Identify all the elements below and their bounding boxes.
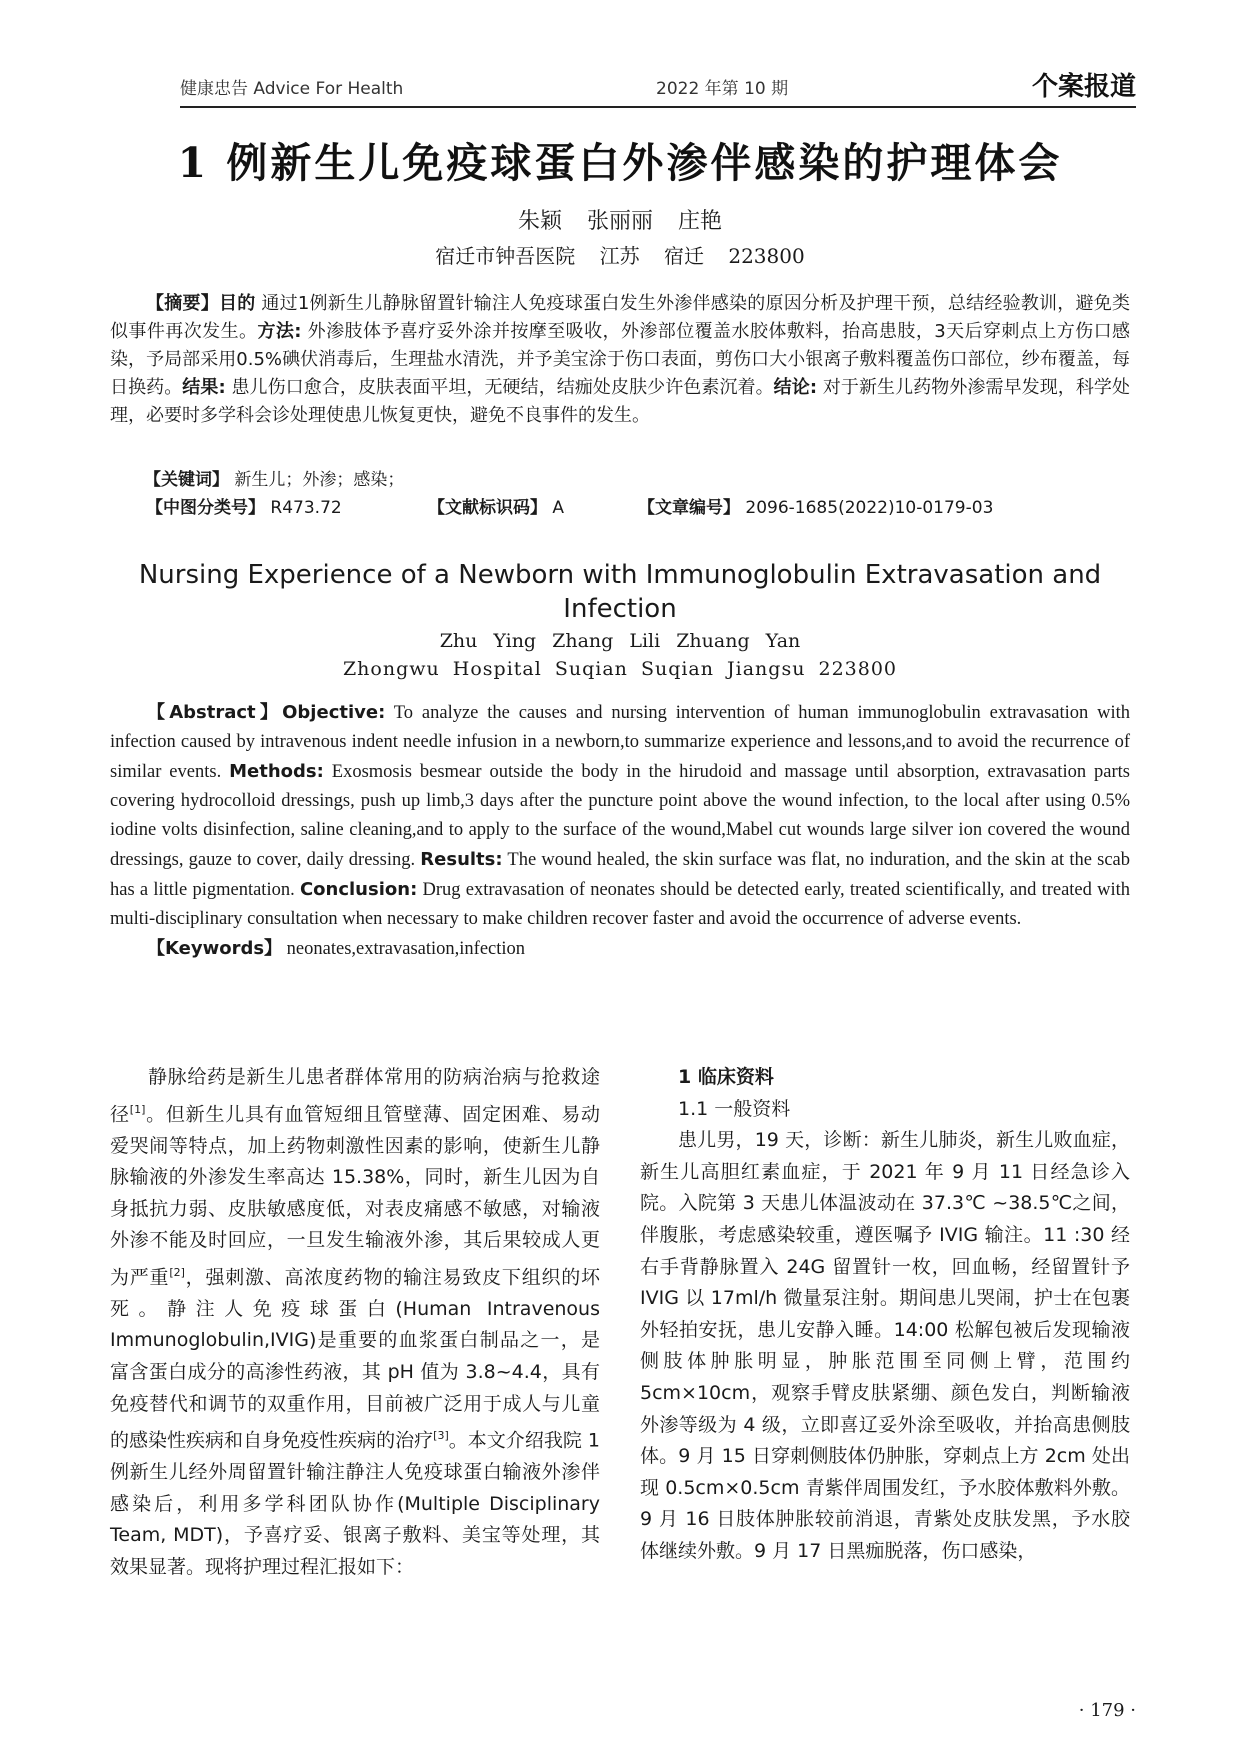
citation-1: [1] [129, 1102, 146, 1116]
section-heading-clinical: 1 临床资料 [678, 1066, 774, 1088]
classification-row [110, 494, 1130, 522]
abstract-en [110, 698, 1130, 964]
issue-label: 2022 年第 10 期 [656, 79, 789, 99]
abstract-cn [110, 290, 1130, 430]
authors-en: Zhu Ying Zhang Lili Zhuang Yan [439, 630, 801, 652]
doc-code-value: A [547, 498, 565, 518]
affiliation-cn: 宿迁市钟吾医院 江苏 宿迁 223800 [435, 244, 805, 268]
article-meta-cn [110, 466, 1130, 522]
objective-label-en: Objective: [282, 702, 386, 723]
results-label-cn: 结果: [182, 377, 226, 398]
citation-2: [2] [169, 1265, 185, 1279]
objective-text-cn: 通过1例新生儿静脉留置针输注人免疫球蛋白发生外渗伴感染的原因分析及护理干预，总结经验教训，避免类似事件再次发生。 [110, 293, 1131, 342]
keywords-cn-row [110, 466, 1130, 494]
intro-text-3: ，强刺激、高浓度药物的输注易致皮下组织的坏死。静注人免疫球蛋白(Human Intravenous Immunoglobulin,IVIG)是重要的血浆蛋白制品之一，是富含蛋白成分的高渗性药液，其 pH 值为 3.8~4.4，具有免疫替代和调节的双重作用，目前被广泛用于成人与儿童的感染性疾病和自身免疫性疾病的治疗 [110, 1266, 600, 1452]
clc-entry [146, 494, 342, 522]
results-text-en: The wound healed, the skin surface was flat, no induration, and the skin at the scab has a little pigmentation. [110, 850, 1130, 900]
methods-text-en: Exosmosis besmear outside the body in the hirudoid and massage until absorption, extravasation parts covering hydrocolloid dressings, push up limb,3 days after the puncture point above the wound infection, to the local after using 0.5% iodine volts disinfection, saline cleaning,and to apply to the surface of the wound,Mabel cut wounds large silver ion covered the wound dressings, gauze to cover, daily dressing. [110, 762, 1130, 870]
subsection-heading-general: 1.1 一般资料 [678, 1097, 791, 1120]
results-label-en: Results: [420, 849, 503, 870]
page-number: · 179 · [1078, 1700, 1136, 1721]
abstract-cn-label: 【摘要】 [146, 293, 219, 314]
affiliation-en: Zhongwu Hospital Suqian Suqian Jiangsu 223800 [342, 658, 898, 680]
doc-code-entry [428, 494, 564, 522]
abstract-cn-paragraph [110, 290, 1130, 430]
authors-cn: 朱颖 张丽丽 庄艳 [518, 209, 722, 234]
conclusion-text-cn: 对于新生儿药物外渗需早发现，科学处理，必要时多学科会诊处理使患儿恢复更快，避免不良事件的发生。 [110, 377, 1131, 426]
objective-text-en: To analyze the causes and nursing intervention of human immunoglobulin extravasation with infection caused by intravenous indent needle infusion in a newborn,to summarize experience and lessons,and to avoid the recurrence of similar events. [110, 703, 1131, 782]
citation-3: [3] [433, 1429, 449, 1443]
intro-text-1: 静脉给药是新生儿患者群体常用的防病治病与抢救途径 [110, 1066, 600, 1125]
article-number-entry [638, 494, 993, 522]
journal-name: 健康忠告 Advice For Health [180, 79, 404, 99]
running-header [180, 72, 1136, 108]
clc-label: 【中图分类号】 [146, 498, 265, 518]
article-title-cn: 1 例新生儿免疫球蛋白外渗伴感染的护理体会 [177, 139, 1063, 187]
methods-label-cn: 方法: [257, 321, 302, 342]
keywords-en-value: neonates,extravasation,infection [282, 939, 526, 959]
case-paragraph: 患儿男，19 天，诊断：新生儿肺炎，新生儿败血症，新生儿高胆红素血症，于 2021 年 9 月 11 日经急诊入院。入院第 3 天患儿体温波动在 37.3℃ ~38.5℃之间，伴腹胀，考虑感染较重，遵医嘱予 IVIG 输注。11 :30 经右手背静脉置入 24G 留置针一枚，回血畅，经留置针予 IVIG 以 17ml/h 微量泵注射。期间患儿哭闹，护士在包裹外轻拍安抚，患儿安静入睡。14:00 松解包被后发现输液侧肢体肿胀明显，肿胀范围至同侧上臂，范围约 5cm×10cm，观察手臂皮肤紧绷、颜色发白，判断输液外渗等级为 4 级，立即喜辽妥外涂至吸收，并抬高患侧肢体。9 月 15 日穿刺侧肢体仍肿胀，穿刺点上方 2cm 处出现 0.5cm×0.5cm 青紫伴周围发红，予水胶体敷料外敷。9 月 16 日肢体肿胀较前消退，青紫处皮肤发黑，予水胶体继续外敷。9 月 17 日黑痂脱落，伤口感染， [640, 1129, 1130, 1562]
conclusion-text-en: Drug extravasation of neonates should be detected early, treated scientifically, and treated with multi-disciplinary consultation when necessary to make children recover faster and avoid the occurrence of adverse events. [110, 880, 1131, 929]
keywords-cn-value: 新生儿；外渗；感染； [229, 470, 405, 490]
keywords-en-row [110, 934, 1130, 964]
article-title-en: Nursing Experience of a Newborn with Immunoglobulin Extravasation and Infection [138, 560, 1102, 624]
clc-value: R473.72 [265, 498, 342, 518]
doc-code-label: 【文献标识码】 [428, 498, 547, 518]
intro-paragraph [110, 1062, 600, 1583]
keywords-cn-label: 【关键词】 [144, 470, 229, 490]
body-column-right [640, 1062, 1130, 1568]
conclusion-label-cn: 结论: [773, 377, 818, 398]
objective-label-cn: 目的 [218, 293, 256, 314]
conclusion-label-en: Conclusion: [299, 879, 418, 900]
article-number-label: 【文章编号】 [638, 498, 740, 518]
body-column-left [110, 1062, 600, 1583]
section-label: 个案报道 [1031, 72, 1136, 102]
abstract-en-label: 【Abstract】 [147, 702, 283, 723]
keywords-en-label: 【Keywords】 [147, 938, 283, 959]
results-text-cn: 患儿伤口愈合，皮肤表面平坦，无硬结，结痂处皮肤少许色素沉着。 [225, 377, 774, 398]
intro-text-4: 。本文介绍我院 1 例新生儿经外周留置针输注静注人免疫球蛋白输液外渗伴感染后，利用多学科团队协作(Multiple Disciplinary Team, MDT)，予喜疗妥、银离子敷料、美宝等处理，其效果显著。现将护理过程汇报如下： [110, 1429, 600, 1578]
abstract-en-paragraph [110, 698, 1130, 934]
methods-text-cn: 外渗肢体予喜疗妥外涂并按摩至吸收，外渗部位覆盖水胶体敷料，抬高患肢，3天后穿刺点上方伤口感染，予局部采用0.5%碘伏消毒后，生理盐水清洗，并予美宝涂于伤口表面，剪伤口大小银离子敷料覆盖伤口部位，纱布覆盖，每日换药。 [110, 321, 1130, 398]
article-number-value: 2096-1685(2022)10-0179-03 [740, 498, 994, 518]
intro-text-2: 。但新生儿具有血管短细且管壁薄、固定困难、易动爱哭闹等特点，加上药物刺激性因素的影响，使新生儿静脉输液的外渗发生率高达 15.38%，同时，新生儿因为自身抵抗力弱、皮肤敏感度低，对表皮痛感不敏感，对输液外渗不能及时回应，一旦发生输液外渗，其后果较成人更为严重 [110, 1102, 600, 1289]
methods-label-en: Methods: [229, 761, 324, 782]
